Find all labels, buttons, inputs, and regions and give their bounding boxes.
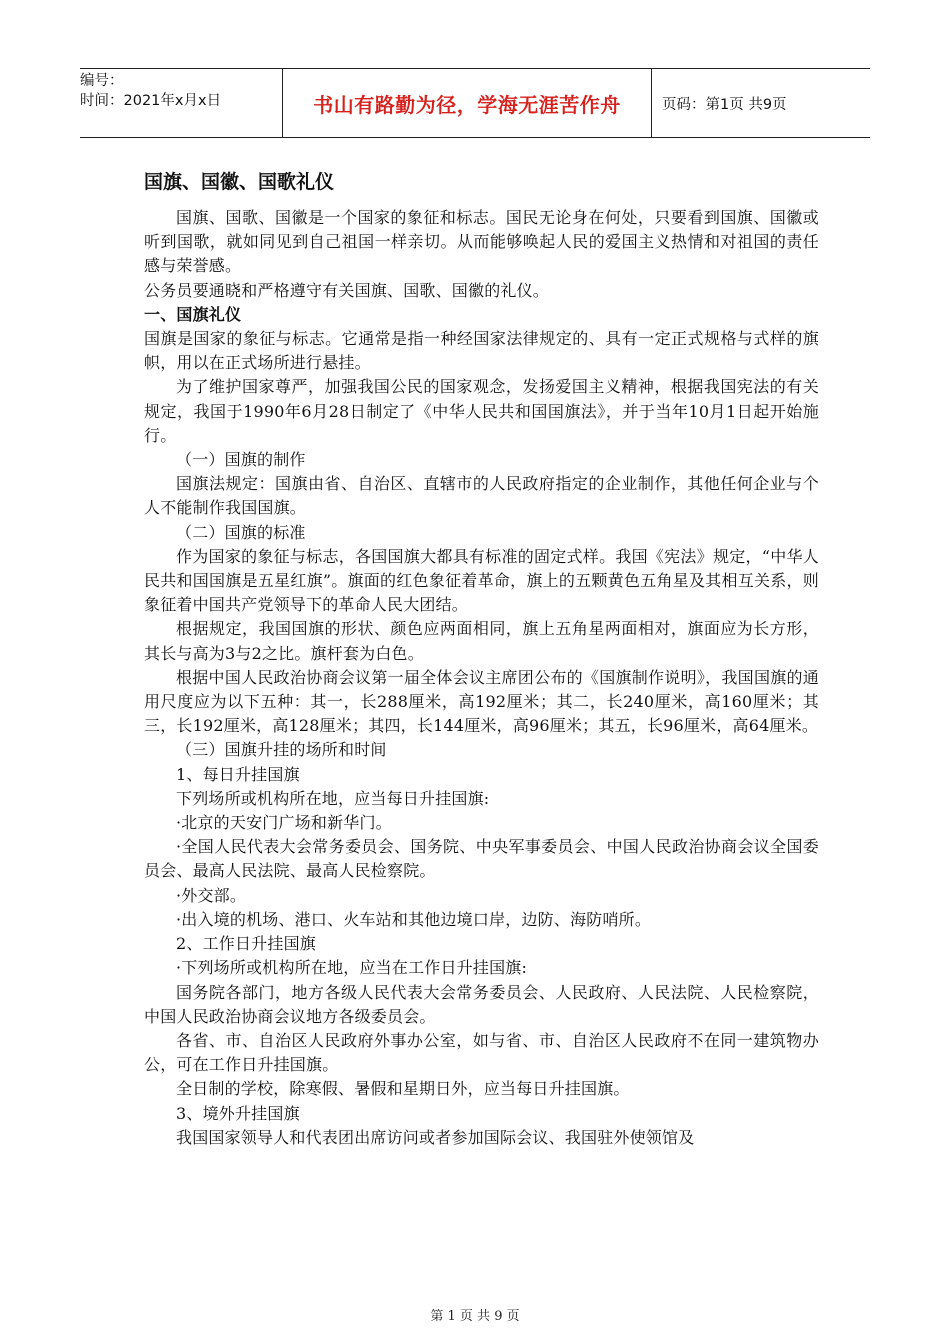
document-number-label: 编号： — [80, 73, 124, 89]
paragraph: 国旗是国家的象征与标志。它通常是指一种经国家法律规定的、具有一定正式规格与式样的旗帜，用以在正式场所进行悬挂。 — [144, 329, 819, 373]
paragraph: 国旗法规定：国旗由省、自治区、直辖市的人民政府指定的企业制作，其他任何企业与个人不能制作我国国旗。 — [144, 474, 819, 518]
list-item: ·北京的天安门广场和新华门。 — [176, 813, 392, 833]
paragraph: 根据中国人民政治协商会议第一届全体会议主席团公布的《国旗制作说明》，我国国旗的通用尺度应为以下五种：其一，长288厘米，高192厘米；其二，长240厘米，高160厘米；其三，长192厘米，高128厘米；其四，长144厘米，高96厘米；其五，长96厘米，高64厘米。 — [144, 667, 819, 736]
paragraph: 全日制的学校，除寒假、暑假和星期日外，应当每日升挂国旗。 — [176, 1079, 630, 1099]
page-footer: 第 1 页 共 9 页 — [430, 1309, 520, 1324]
paragraph: 各省、市、自治区人民政府外事办公室，如与省、市、自治区人民政府不在同一建筑物办公，可在工作日升挂国旗。 — [144, 1030, 819, 1075]
paragraph: 我国国家领导人和代表团出席访问或者参加国际会议、我国驻外使领馆及 — [176, 1127, 695, 1147]
page-header — [80, 68, 870, 138]
paragraph: 国务院各部门，地方各级人民代表大会常务委员会、人民政府、人民法院、人民检察院，中国人民政治协商会议地方各级委员会。 — [144, 982, 819, 1026]
list-item: ·出入境的机场、港口、火车站和其他边境口岸，边防、海防哨所。 — [176, 909, 652, 929]
document-date-label: 时间：2021年x月x日 — [80, 93, 222, 109]
subsection-heading: （二）国旗的标准 — [176, 522, 306, 542]
subsection-heading: （三）国旗升挂的场所和时间 — [176, 740, 387, 760]
paragraph: 根据规定，我国国旗的形状、颜色应两面相同，旗上五角星两面相对，旗面应为长方形，其长与高为3与2之比。旗杆套为白色。 — [144, 619, 819, 663]
paragraph: 下列场所或机构所在地，应当每日升挂国旗: — [176, 788, 490, 808]
paragraph: 作为国家的象征与标志，各国国旗大都具有标准的固定式样。我国《宪法》规定，“中华人民共和国国旗是五星红旗”。旗面的红色象征着革命，旗上的五颗黄色五角星及其相互关系，则象征着中国共产党领导下的革命人民大团结。 — [144, 546, 819, 615]
list-item: ·外交部。 — [176, 885, 247, 905]
list-heading: 2、工作日升挂国旗 — [176, 934, 316, 954]
section-heading: 一、国旗礼仪 — [144, 304, 242, 324]
paragraph: 为了维护国家尊严，加强我国公民的国家观念，发扬爱国主义精神，根据我国宪法的有关规定，我国于1990年6月28日制定了《中华人民共和国国旗法》，并于当年10月1日起开始施行。 — [144, 377, 819, 445]
header-meta — [80, 69, 282, 137]
list-heading: 3、境外升挂国旗 — [176, 1103, 300, 1123]
paragraph: 公务员要通晓和严格遵守有关国旗、国歌、国徽的礼仪。 — [144, 280, 550, 300]
header-page-number: 页码：第1页 共9页 — [662, 96, 787, 113]
header-motto: 书山有路勤为径，学海无涯苦作舟 — [282, 69, 652, 137]
subsection-heading: （一）国旗的制作 — [176, 450, 306, 470]
paragraph: 国旗、国歌、国徽是一个国家的象征和标志。国民无论身在何处，只要看到国旗、国徽或听到国歌，就如同见到自己祖国一样亲切。从而能够唤起人民的爱国主义热情和对祖国的责任感与荣誉感。 — [144, 208, 819, 276]
list-item: ·全国人民代表大会常务委员会、国务院、中央军事委员会、中国人民政治协商会议全国委员会、最高人民法院、最高人民检察院。 — [144, 837, 819, 881]
list-heading: 1、每日升挂国旗 — [176, 764, 300, 784]
document-title: 国旗、国徽、国歌礼仪 — [144, 171, 335, 193]
list-item: ·下列场所或机构所在地，应当在工作日升挂国旗: — [176, 958, 528, 978]
document-body — [144, 168, 819, 1150]
